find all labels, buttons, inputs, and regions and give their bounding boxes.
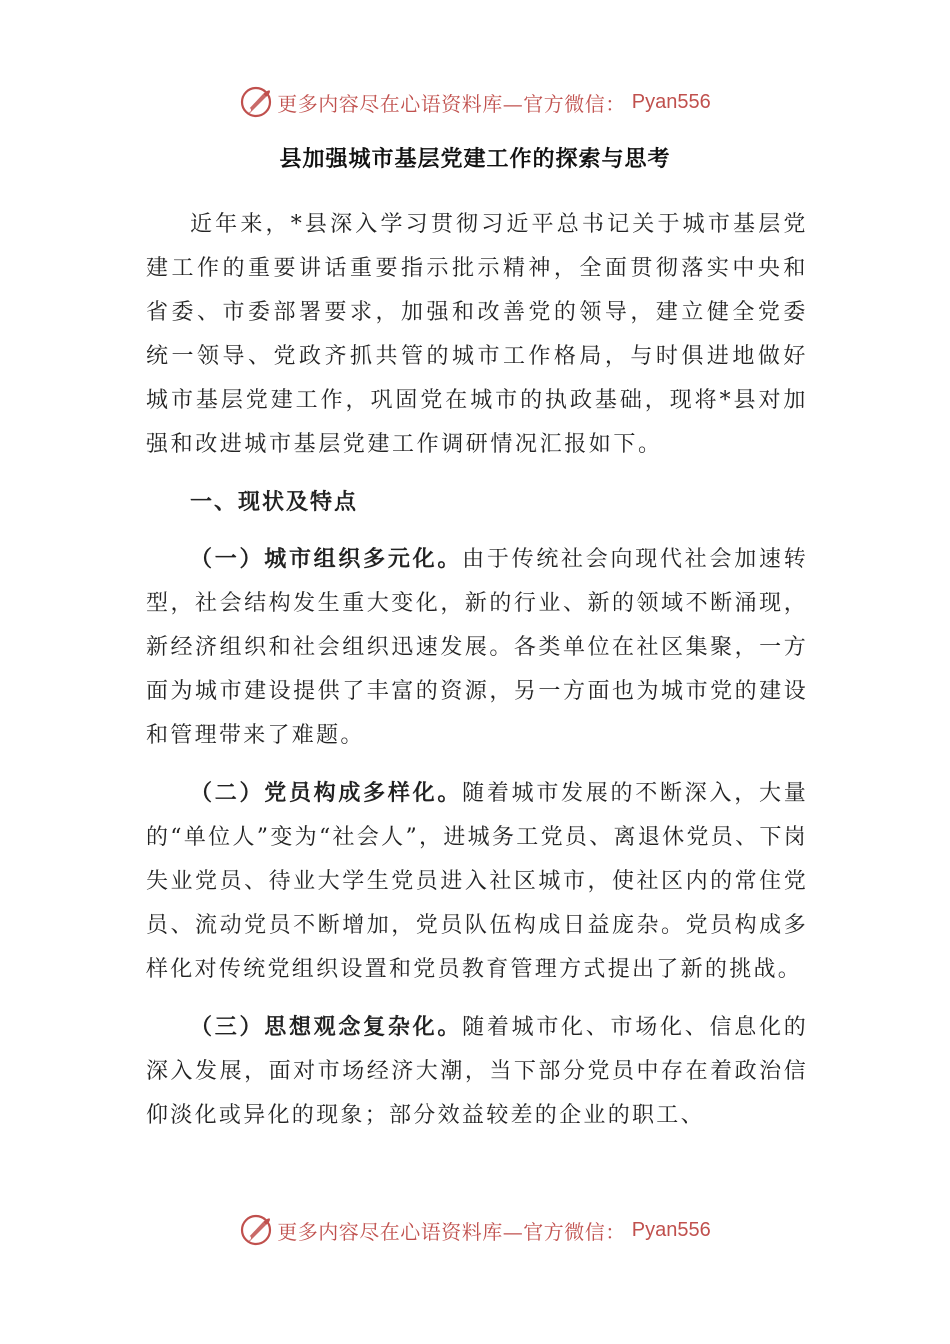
watermark-banner-bottom (0, 1208, 950, 1252)
paragraph-lead: （三）思想观念复杂化。 (190, 1014, 463, 1040)
body-paragraph (146, 537, 808, 758)
paragraph-text: 随着城市发展的不断深入，大量的“单位人”变为“社会人”，进城务工党员、离退休党员、下岗失业党员、待业大学生党员进入社区城市，使社区内的常住党员、流动党员不断增加，党员队伍构成日益庞杂。党员构成多样化对传统党组织设置和党员教育管理方式提出了新的挑战。 (146, 781, 808, 982)
paragraph-lead: （一）城市组织多元化。 (190, 546, 463, 572)
document-title: 县加强城市基层党建工作的探索与思考 (279, 146, 671, 172)
banner-text: 更多内容尽在心语资料库—官方微信： (277, 1219, 626, 1244)
document-body (146, 203, 808, 1151)
quill-logo-icon (239, 85, 273, 119)
quill-logo-icon (239, 1213, 273, 1247)
intro-paragraph: 近年来，*县深入学习贯彻习近平总书记关于城市基层党建工作的重要讲话重要指示批示精神，全面贯彻落实中央和省委、市委部署要求，加强和改善党的领导，建立健全党委统一领导、党政齐抓共管的城市工作格局，与时俱进地做好城市基层党建工作，巩固党在城市的执政基础，现将*县对加强和改进城市基层党建工作调研情况汇报如下。 (146, 212, 808, 457)
body-paragraph (146, 1005, 808, 1138)
banner-wechat-id: Pyan556 (631, 90, 711, 113)
banner-text: 更多内容尽在心语资料库—官方微信： (277, 91, 626, 116)
body-paragraph (146, 771, 808, 992)
section-heading: 一、现状及特点 (190, 489, 359, 515)
banner-wechat-id: Pyan556 (631, 1218, 711, 1241)
paragraph-text: 随着城市化、市场化、信息化的深入发展，面对市场经济大潮，当下部分党员中存在着政治信仰淡化或异化的现象；部分效益较差的企业的职工、 (146, 1015, 808, 1128)
paragraph-text: 由于传统社会向现代社会加速转型，社会结构发生重大变化，新的行业、新的领域不断涌现，新经济组织和社会组织迅速发展。各类单位在社区集聚，一方面为城市建设提供了丰富的资源，另一方面也为城市党的建设和管理带来了难题。 (146, 547, 808, 748)
watermark-banner-top (0, 80, 950, 124)
paragraph-lead: （二）党员构成多样化。 (190, 780, 463, 806)
